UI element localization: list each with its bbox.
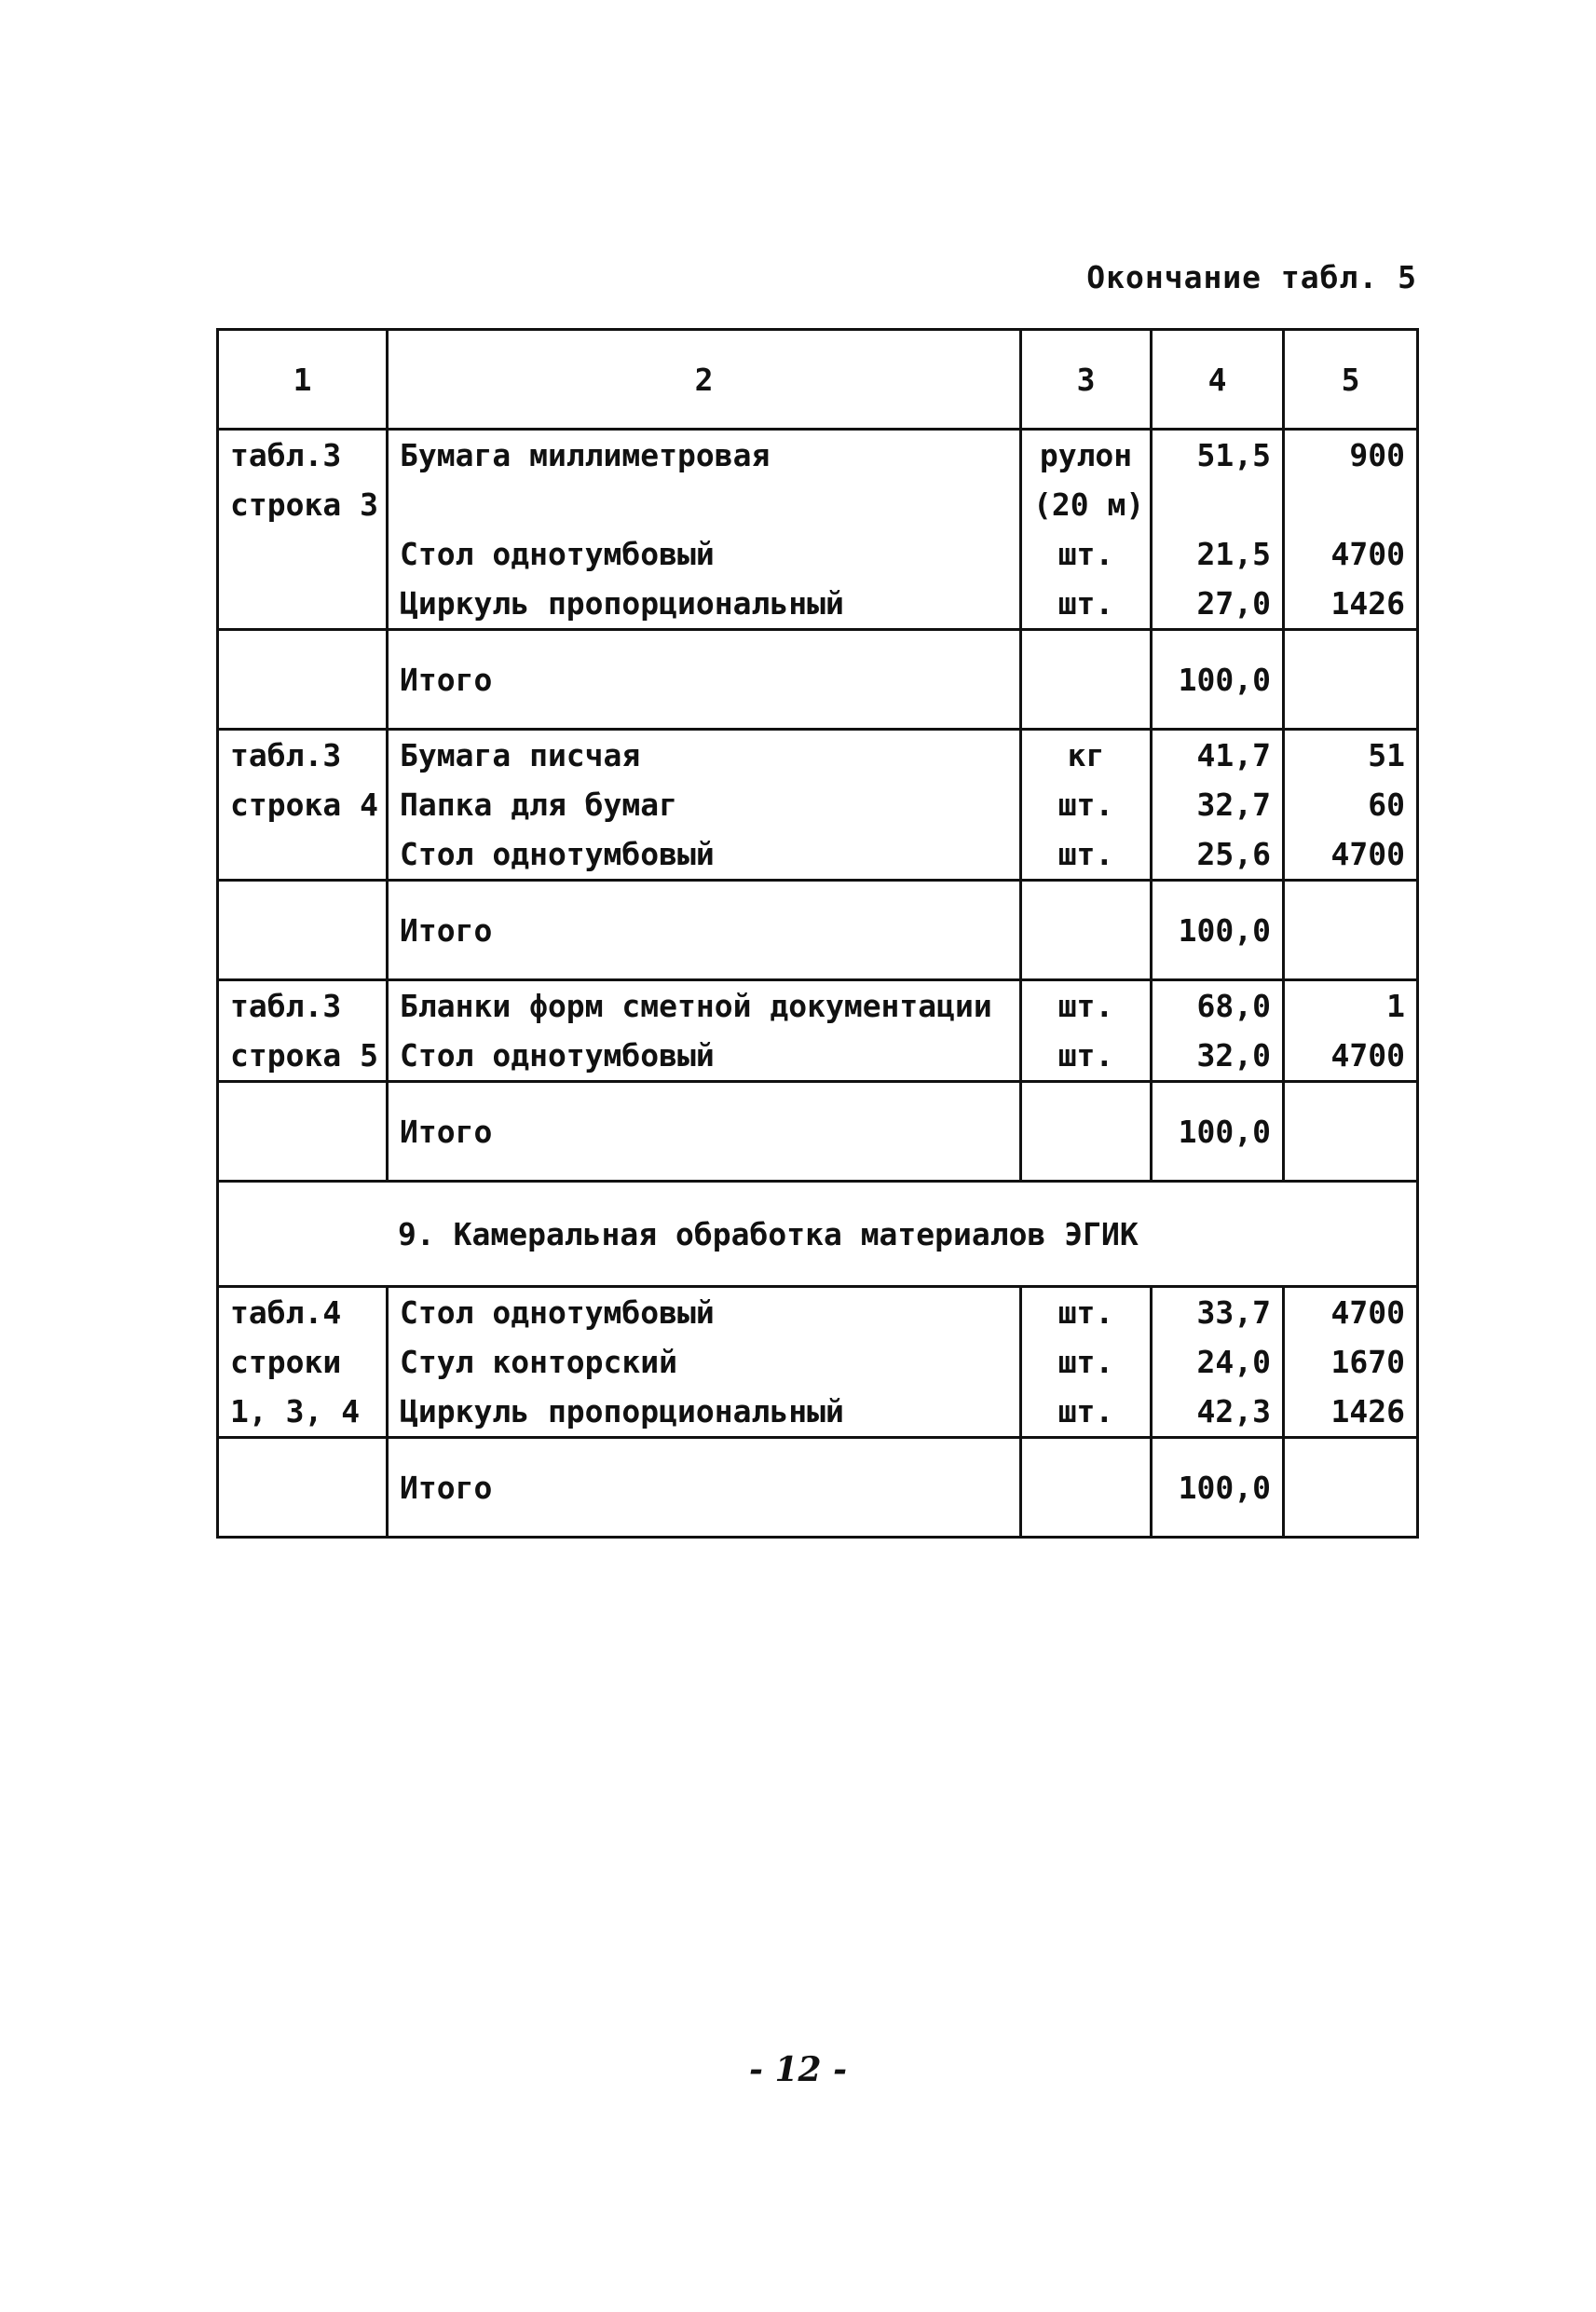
quantity-cell: 1426	[1284, 579, 1418, 630]
unit-cell	[1021, 1438, 1152, 1538]
ref-cell: строки	[218, 1337, 388, 1387]
item-name-cell: Папка для бумаг	[388, 780, 1021, 829]
unit-cell: шт.	[1021, 1031, 1152, 1082]
quantity-cell: 60	[1284, 780, 1418, 829]
table-row	[218, 1337, 1418, 1387]
column-header: 4	[1152, 330, 1284, 430]
page-number: - 12 -	[748, 2050, 848, 2089]
ref-cell	[218, 529, 388, 579]
table-header-row	[218, 330, 1418, 430]
quantity-cell: 51	[1284, 730, 1418, 781]
ref-cell	[218, 1082, 388, 1182]
unit-cell: (20 м)	[1021, 480, 1152, 529]
ref-cell	[218, 829, 388, 881]
total-row	[218, 1438, 1418, 1538]
percent-cell: 51,5	[1152, 430, 1284, 481]
section-title: 9. Камеральная обработка материалов ЭГИК	[218, 1182, 1418, 1287]
item-name-cell: Бумага миллиметровая	[388, 430, 1021, 481]
table-row	[218, 980, 1418, 1032]
table-row	[218, 579, 1418, 630]
ref-cell	[218, 881, 388, 980]
materials-table	[216, 328, 1419, 1539]
percent-cell: 24,0	[1152, 1337, 1284, 1387]
percent-cell: 33,7	[1152, 1287, 1284, 1338]
ref-cell: 1, 3, 4	[218, 1387, 388, 1438]
total-value: 100,0	[1152, 1082, 1284, 1182]
item-name-cell: Стол однотумбовый	[388, 1031, 1021, 1082]
unit-cell: шт.	[1021, 1287, 1152, 1338]
total-row	[218, 881, 1418, 980]
quantity-cell	[1284, 881, 1418, 980]
unit-cell: шт.	[1021, 1337, 1152, 1387]
table-row	[218, 829, 1418, 881]
percent-cell: 41,7	[1152, 730, 1284, 781]
item-name-cell: Стул конторский	[388, 1337, 1021, 1387]
ref-cell	[218, 1438, 388, 1538]
percent-cell: 21,5	[1152, 529, 1284, 579]
unit-cell	[1021, 1082, 1152, 1182]
table-caption: Окончание табл. 5	[1086, 259, 1417, 295]
quantity-cell	[1284, 1082, 1418, 1182]
total-row	[218, 1082, 1418, 1182]
total-value: 100,0	[1152, 630, 1284, 730]
unit-cell: шт.	[1021, 829, 1152, 881]
quantity-cell: 900	[1284, 430, 1418, 481]
materials-table-container	[216, 328, 1416, 1539]
percent-cell: 27,0	[1152, 579, 1284, 630]
ref-cell: строка 3	[218, 480, 388, 529]
unit-cell: шт.	[1021, 529, 1152, 579]
quantity-cell: 4700	[1284, 529, 1418, 579]
table-row	[218, 529, 1418, 579]
quantity-cell: 4700	[1284, 1287, 1418, 1338]
total-label: Итого	[388, 630, 1021, 730]
column-header: 2	[388, 330, 1021, 430]
item-name-cell	[388, 480, 1021, 529]
item-name-cell: Бумага писчая	[388, 730, 1021, 781]
table-row	[218, 730, 1418, 781]
percent-cell	[1152, 480, 1284, 529]
total-label: Итого	[388, 1082, 1021, 1182]
percent-cell: 42,3	[1152, 1387, 1284, 1438]
quantity-cell: 1426	[1284, 1387, 1418, 1438]
ref-cell: табл.3	[218, 730, 388, 781]
percent-cell: 32,7	[1152, 780, 1284, 829]
ref-cell	[218, 630, 388, 730]
table-row	[218, 780, 1418, 829]
item-name-cell: Циркуль пропорциональный	[388, 1387, 1021, 1438]
percent-cell: 25,6	[1152, 829, 1284, 881]
unit-cell: шт.	[1021, 579, 1152, 630]
item-name-cell: Стол однотумбовый	[388, 529, 1021, 579]
unit-cell: шт.	[1021, 1387, 1152, 1438]
total-row	[218, 630, 1418, 730]
item-name-cell: Стол однотумбовый	[388, 1287, 1021, 1338]
unit-cell: шт.	[1021, 980, 1152, 1032]
table-row	[218, 1387, 1418, 1438]
column-header: 3	[1021, 330, 1152, 430]
unit-cell: шт.	[1021, 780, 1152, 829]
ref-cell: строка 4	[218, 780, 388, 829]
quantity-cell: 4700	[1284, 1031, 1418, 1082]
table-row	[218, 480, 1418, 529]
quantity-cell	[1284, 480, 1418, 529]
ref-cell: табл.4	[218, 1287, 388, 1338]
ref-cell	[218, 579, 388, 630]
item-name-cell: Бланки форм сметной документации	[388, 980, 1021, 1032]
section-title-row	[218, 1182, 1418, 1287]
item-name-cell: Циркуль пропорциональный	[388, 579, 1021, 630]
column-header: 1	[218, 330, 388, 430]
quantity-cell: 1	[1284, 980, 1418, 1032]
total-value: 100,0	[1152, 1438, 1284, 1538]
table-row	[218, 1287, 1418, 1338]
item-name-cell: Стол однотумбовый	[388, 829, 1021, 881]
table-row	[218, 430, 1418, 481]
table-row	[218, 1031, 1418, 1082]
percent-cell: 32,0	[1152, 1031, 1284, 1082]
total-label: Итого	[388, 1438, 1021, 1538]
percent-cell: 68,0	[1152, 980, 1284, 1032]
column-header: 5	[1284, 330, 1418, 430]
ref-cell: табл.3	[218, 430, 388, 481]
quantity-cell	[1284, 630, 1418, 730]
unit-cell: кг	[1021, 730, 1152, 781]
unit-cell	[1021, 881, 1152, 980]
quantity-cell	[1284, 1438, 1418, 1538]
total-value: 100,0	[1152, 881, 1284, 980]
total-label: Итого	[388, 881, 1021, 980]
ref-cell: строка 5	[218, 1031, 388, 1082]
unit-cell	[1021, 630, 1152, 730]
unit-cell: рулон	[1021, 430, 1152, 481]
quantity-cell: 1670	[1284, 1337, 1418, 1387]
quantity-cell: 4700	[1284, 829, 1418, 881]
ref-cell: табл.3	[218, 980, 388, 1032]
